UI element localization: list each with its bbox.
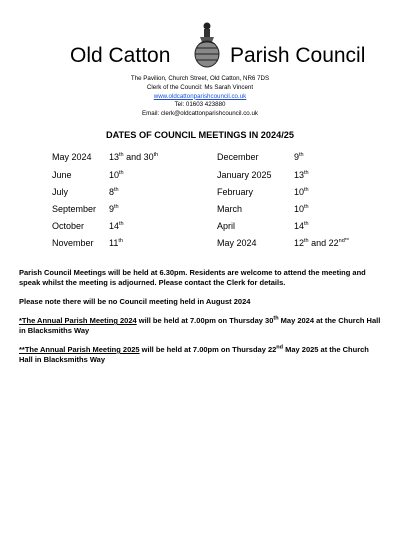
address-block — [0, 75, 400, 119]
month-right: February — [217, 187, 254, 197]
month-left: June — [52, 170, 72, 180]
date-left: 10th — [109, 170, 124, 180]
month-left: May 2024 — [52, 152, 92, 162]
page-title: DATES OF COUNCIL MEETINGS IN 2024/25 — [105, 130, 295, 140]
month-left: November — [52, 238, 94, 248]
notes-section — [19, 268, 381, 374]
meeting-row — [0, 152, 400, 164]
council-name-left: Old Catton — [70, 44, 171, 67]
date-right: 12th and $22^{nd**}$ — [294, 238, 350, 248]
clerk-line: Clerk of the Council: Ms Sarah Vincent — [146, 83, 254, 91]
parish-crest-icon — [190, 20, 224, 70]
meeting-row — [0, 170, 400, 182]
date-right: 14th — [294, 221, 309, 231]
august-note: Please note there will be no Council meeting held in August 2024 — [19, 297, 251, 306]
month-left: September — [52, 204, 97, 214]
date-left: 14th — [109, 221, 124, 231]
annual-meeting-2025-note: **The Annual Parish Meeting 2025 will be held at 7.00pm on Thursday 22nd May 2025 at the Church Hall in Blacksmiths Way — [19, 344, 369, 364]
date-right: 10th — [294, 204, 309, 214]
annual-meeting-2024-note: *The Annual Parish Meeting 2024 will be held at 7.00pm on Thursday 30th May 2024 at the Church Hall in Blacksmiths Way — [19, 315, 381, 335]
meeting-row — [0, 187, 400, 199]
month-right: December — [217, 152, 259, 162]
date-left: 9th — [109, 204, 119, 214]
letterhead — [0, 20, 400, 70]
meeting-row — [0, 238, 400, 250]
council-name-right: Parish Council — [230, 44, 366, 67]
date-left: 11th — [109, 238, 123, 248]
address-line: The Pavilion, Church Street, Old Catton, NR6 7DS — [130, 75, 270, 82]
date-left: 8th — [109, 187, 119, 197]
month-right: January 2025 — [217, 170, 272, 180]
meeting-row — [0, 221, 400, 233]
meeting-time-note: Parish Council Meetings will be held at 6.30pm. Residents are welcome to attend the meeting and speak whilst the meeting is adjourned. Please contact the Clerk for details. — [19, 268, 366, 287]
month-right: March — [217, 204, 243, 214]
month-left: October — [52, 221, 85, 231]
month-right: April — [217, 221, 236, 231]
annual-meeting-2025-title: **The Annual Parish Meeting 2025 — [19, 345, 140, 354]
date-left: 13th and 30th — [109, 152, 159, 162]
annual-meeting-2024-title: *The Annual Parish Meeting 2024 — [19, 316, 137, 325]
email-line: Email: clerk@oldcattonparishcouncil.co.uk — [142, 110, 258, 118]
website-link[interactable]: www.oldcattonparishcouncil.co.uk — [153, 92, 247, 100]
telephone-line: Tel: 01603 423880 — [174, 101, 226, 109]
month-right: May 2024 — [217, 238, 257, 248]
date-right: 10th — [294, 187, 309, 197]
date-right: 9th — [294, 152, 304, 162]
date-right: 13th — [294, 170, 309, 180]
month-left: July — [52, 187, 69, 197]
meeting-row — [0, 204, 400, 216]
